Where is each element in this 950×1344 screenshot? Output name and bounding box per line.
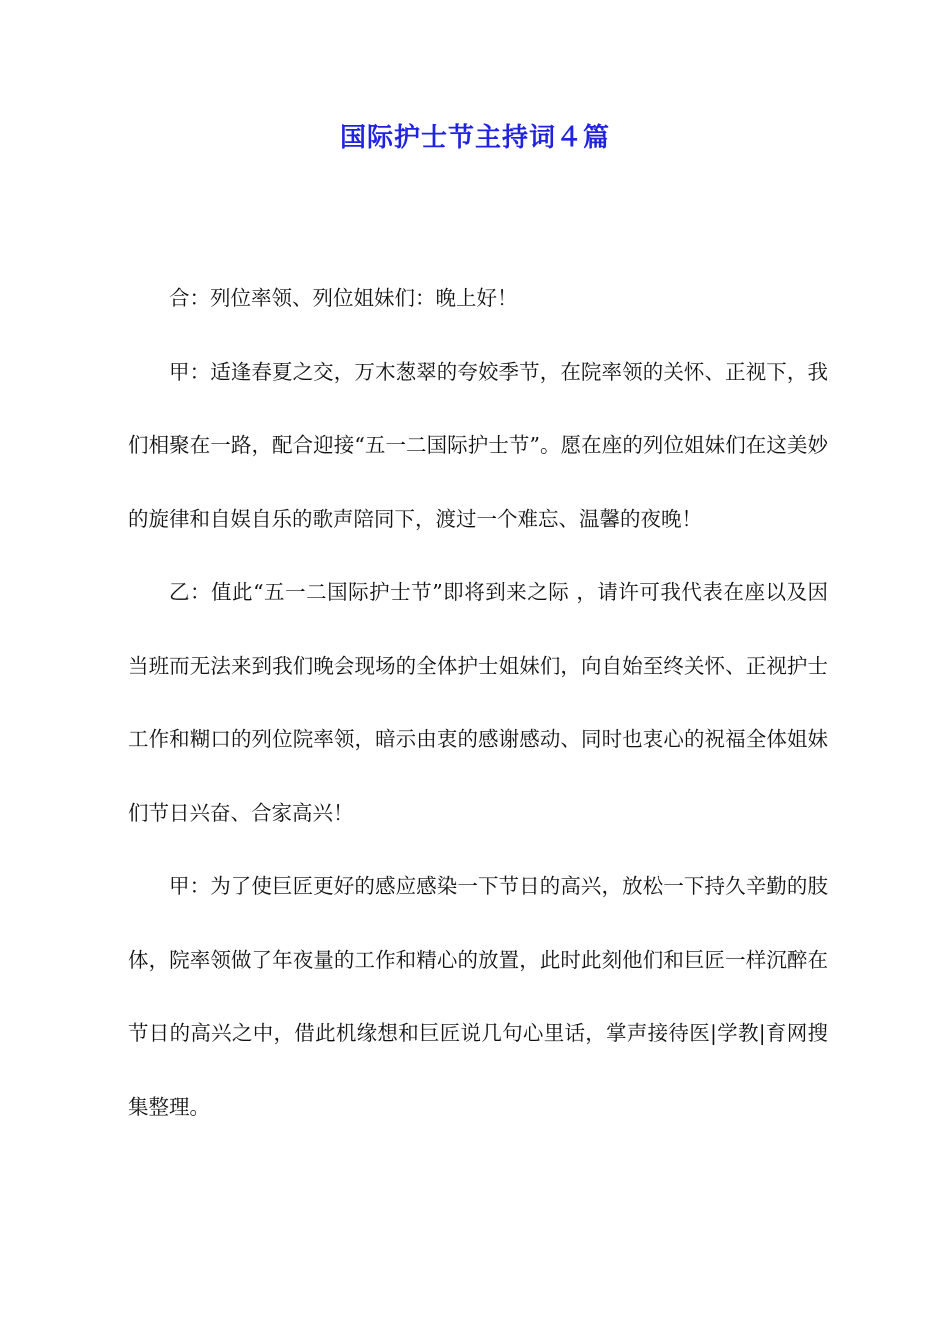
document-title: 国际护士节主持词４篇 (339, 123, 610, 153)
paragraph-greeting: 合：列位率领、列位姐妹们：晚上好！ (169, 286, 518, 310)
paragraph-jia-1: 甲：适逢春夏之交，万木葱翠的夸姣季节，在院率领的关怀、正视下，我们相聚在一路，配合迎接“五一二国际护士节”。愿在座的列位姐妹们在这美妙的旋律和自娱自乐的歌声陪同下，渡过一个难忘、温馨的夜晚！ (128, 359, 828, 531)
paragraph-jia-2: 甲：为了使巨匠更好的感应感染一下节日的高兴，放松一下持久辛勤的肢体，院率领做了年夜量的工作和精心的放置，此时此刻他们和巨匠一样沉醉在节日的高兴之中，借此机缘想和巨匠说几句心里话，掌声接待医|学教|育网搜集整理。 (128, 874, 828, 1119)
document-body (128, 262, 828, 1144)
paragraph-yi-1: 乙：值此“五一二国际护士节”即将到来之际 ，请许可我代表在座以及因当班而无法来到我们晚会现场的全体护士姐妹们，向自始至终关怀、正视护士工作和糊口的列位院率领，暗示由衷的感谢感动、同时也衷心的祝福全体姐妹们节日兴奋、合家高兴！ (128, 580, 828, 825)
